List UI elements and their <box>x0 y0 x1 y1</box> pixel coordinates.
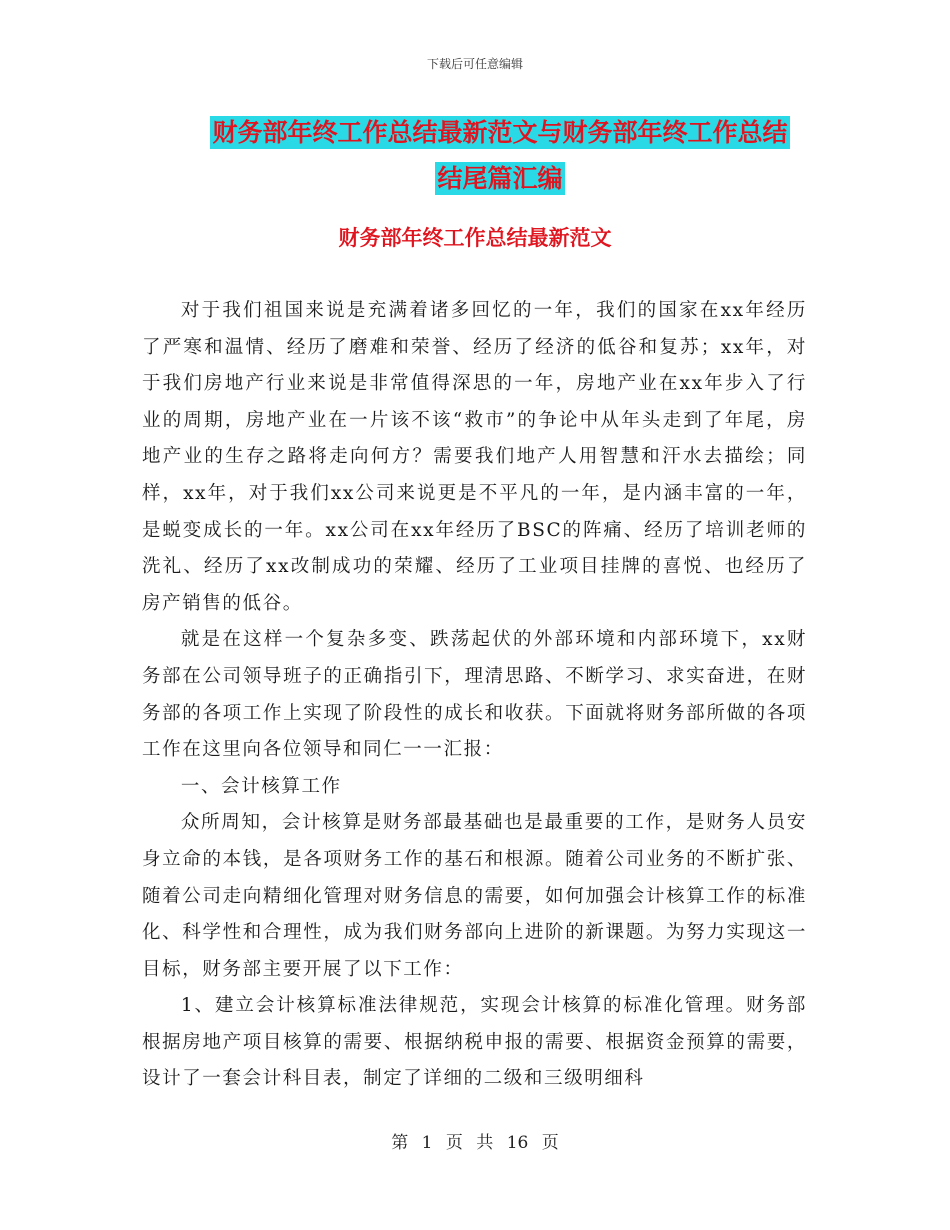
subheading: 一、会计核算工作 <box>180 775 342 797</box>
page-footer: 第 1 页 共 16 页 <box>391 1133 559 1153</box>
document-title-line-2: 结尾篇汇编 <box>437 164 563 193</box>
paragraph: 众所周知，会计核算是财务部最基础也是最重要的工作，是财务人员安身立命的本钱，是各项财务工作的基石和根源。随着公司业务的不断扩张、随着公司走向精细化管理对财务信息的需要，如何加强会计核算工作的标准化、科学性和合理性，成为我们财务部向上进阶的新课题。为努力实现这一目标，财务部主要开展了以下工作： <box>142 812 807 980</box>
body-text <box>142 293 807 1098</box>
paragraph: 对于我们祖国来说是充满着诸多回忆的一年，我们的国家在xx年经历了严寒和温情、经历了磨难和荣誉、经历了经济的低谷和复苏；xx年，对于我们房地产行业来说是非常值得深思的一年，房地产业在xx年步入了行业的周期，房地产业在一片该不该“救市”的争论中从年头走到了年尾，房地产业的生存之路将走向何方？需要我们地产人用智慧和汗水去描绘；同样，xx年，对于我们xx公司来说更是不平凡的一年，是内涵丰富的一年，是蜕变成长的一年。xx公司在xx年经历了BSC的阵痛、经历了培训老师的洗礼、经历了xx改制成功的荣耀、经历了工业项目挂牌的喜悦、也经历了房产销售的低谷。 <box>142 300 807 614</box>
paragraph: 就是在这样一个复杂多变、跌荡起伏的外部环境和内部环境下，xx财务部在公司领导班子的正确指引下，理清思路、不断学习、求实奋进，在财务部的各项工作上实现了阶段性的成长和收获。下面就将财务部所做的各项工作在这里向各位领导和同仁一一汇报： <box>142 629 807 761</box>
section-title: 财务部年终工作总结最新范文 <box>338 226 612 250</box>
document-title <box>120 110 880 202</box>
document-title-line-1: 财务部年终工作总结最新范文与财务部年终工作总结 <box>212 118 788 147</box>
header-note: 下载后可任意编辑 <box>426 57 523 71</box>
paragraph: 1、建立会计核算标准法律规范，实现会计核算的标准化管理。财务部根据房地产项目核算的需要、根据纳税申报的需要、根据资金预算的需要，设计了一套会计科目表，制定了详细的二级和三级明细科 <box>142 995 807 1090</box>
